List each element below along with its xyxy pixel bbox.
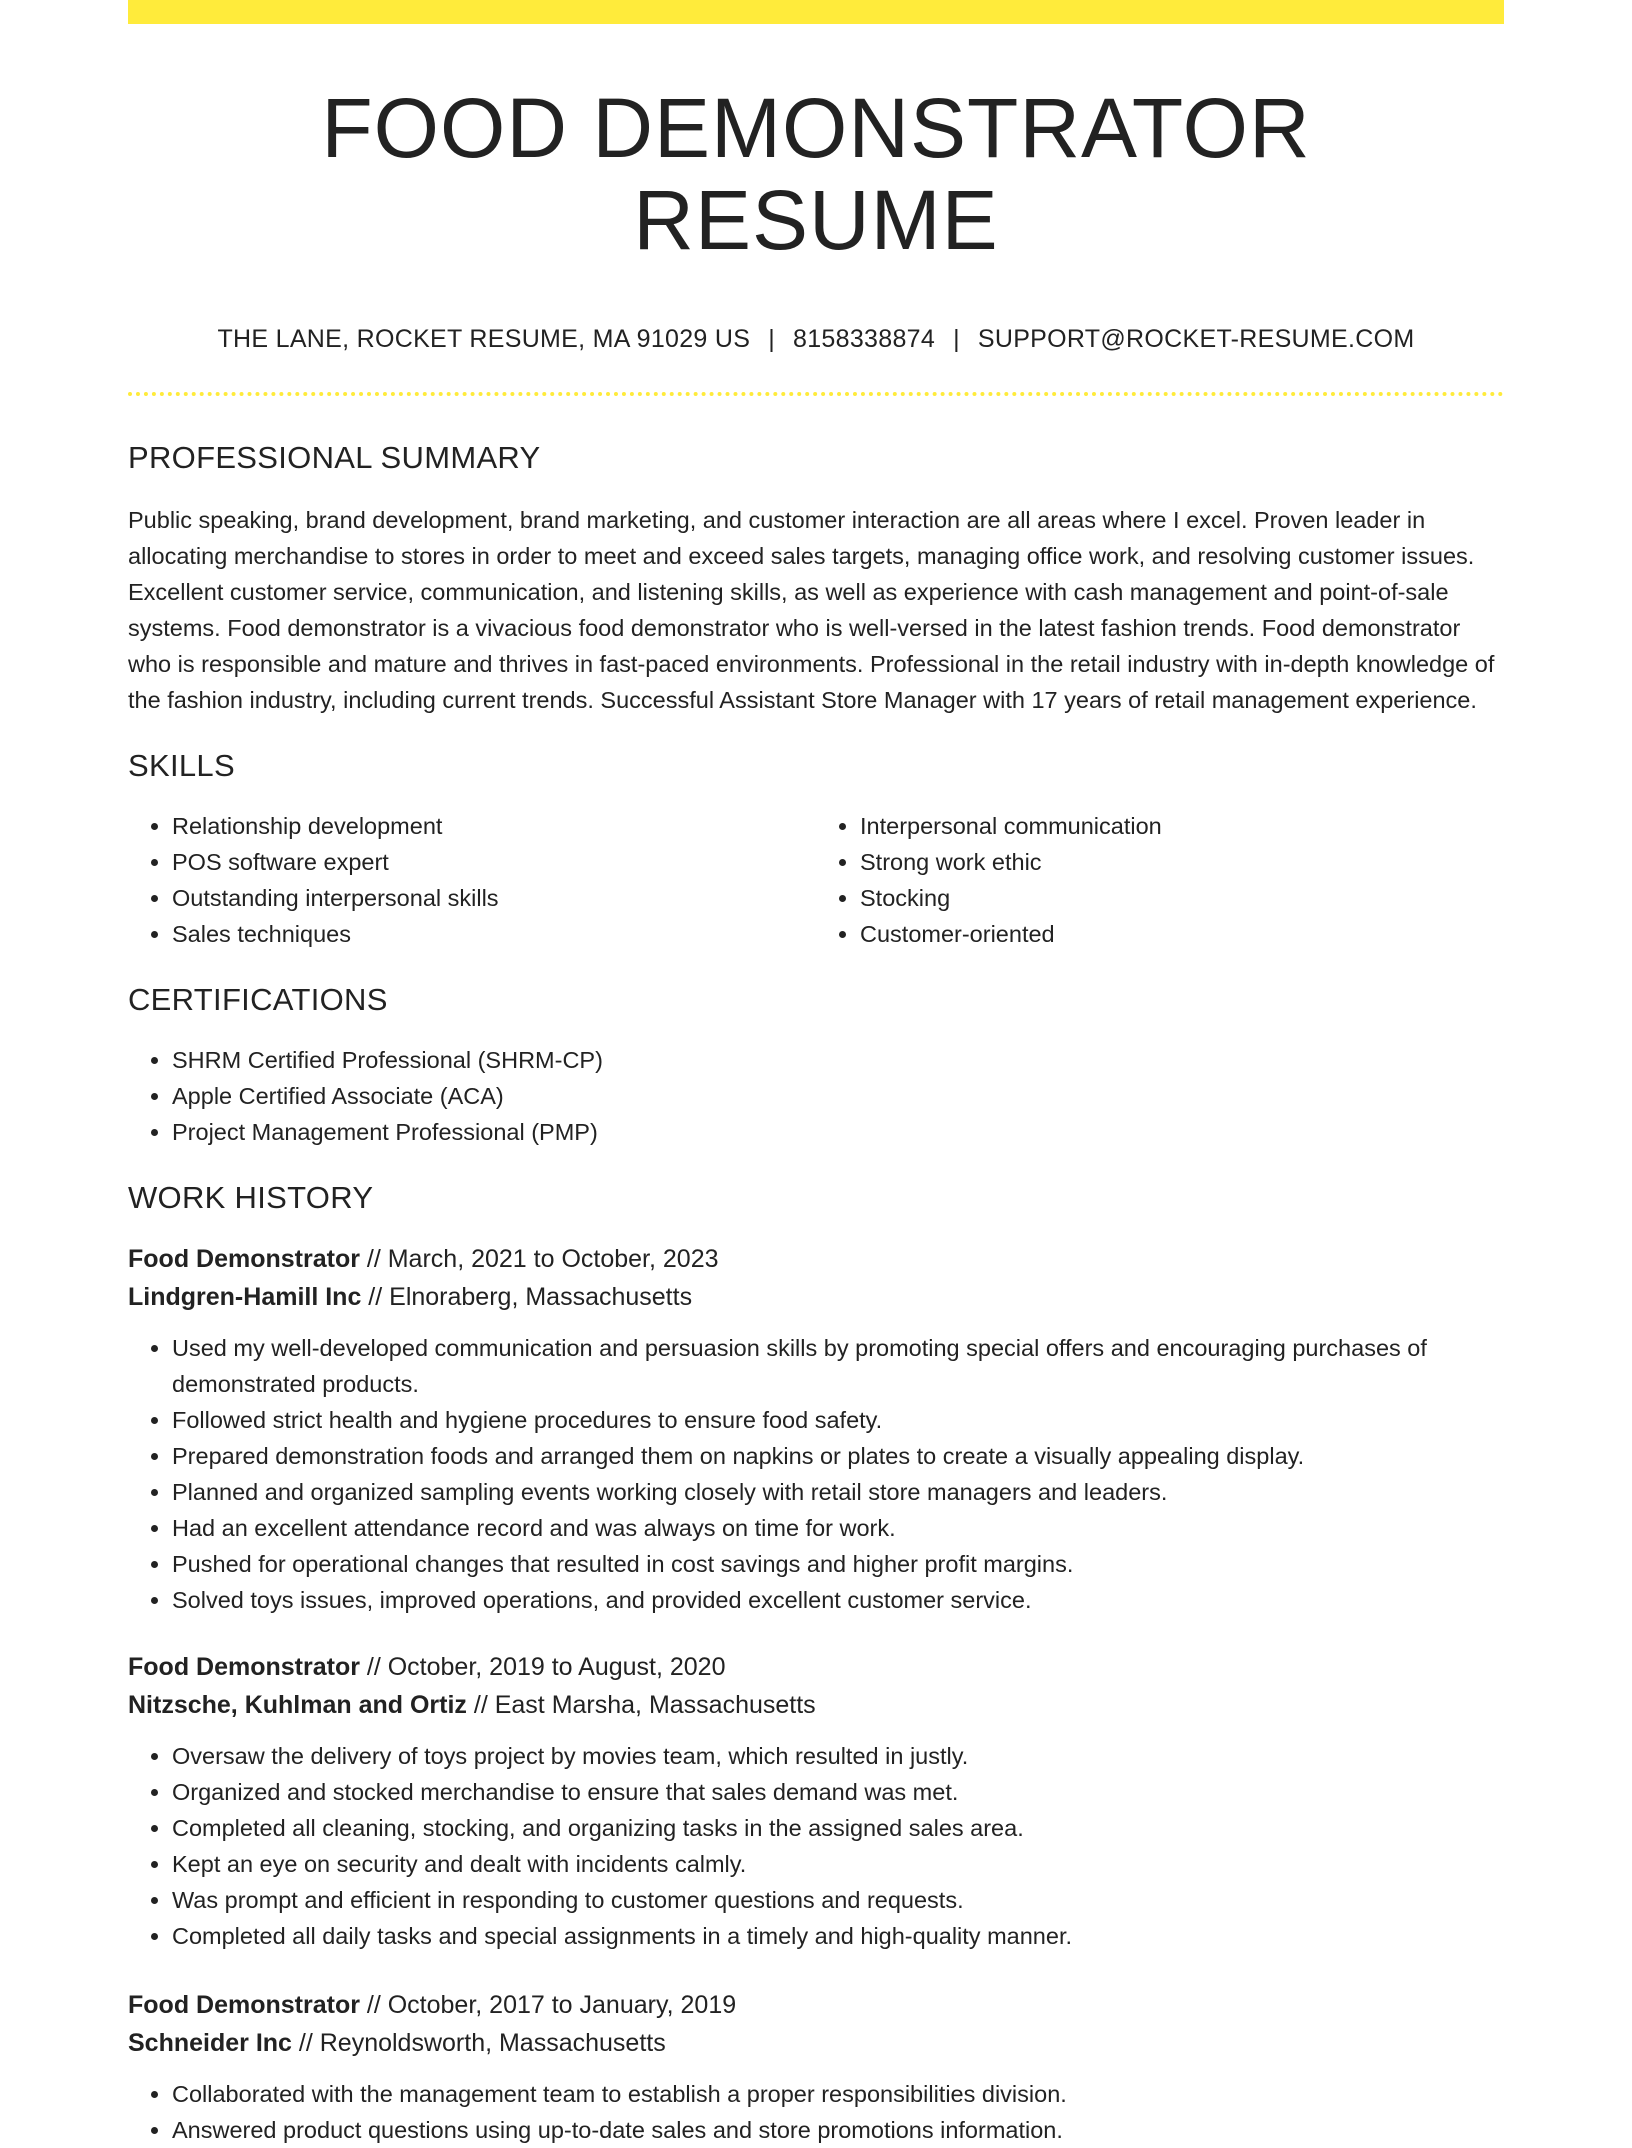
- summary-text: Public speaking, brand development, brand marketing, and customer interaction are all areas where I excel. Proven leader in allocating merchandise to stores in order to meet and exceed sales targets, managing office work, and resolving customer issues. Excellent customer service, communication, and listening skills, as well as experience with cash management and point-of-sale systems. Food demonstrator is a vivacious food demonstrator who is well-versed in the latest fashion trends. Food demonstrator who is responsible and mature and thrives in fast-paced environments. Professional in the retail industry with in-depth knowledge of the fashion industry, including current trends. Successful Assistant Store Manager with 17 years of retail management experience.: [128, 506, 1495, 713]
- job-dates: // October, 2019 to August, 2020: [359, 1652, 726, 1681]
- skills-list: [128, 808, 1504, 952]
- job-company-line: [128, 2024, 1504, 2062]
- job-bullet: • Planned and organized sampling events working closely with retail store managers and leaders.: [172, 1474, 1504, 1510]
- skills-heading: SKILLS: [128, 747, 235, 783]
- job-entry: [128, 1986, 1504, 2148]
- job-company-line: [128, 1686, 1504, 1724]
- dotted-divider: [128, 392, 1504, 396]
- certifications-heading: CERTIFICATIONS: [128, 981, 388, 1017]
- job-bullet: • Oversaw the delivery of toys project by movies team, which resulted in justly.: [172, 1738, 1504, 1774]
- job-dates: // October, 2017 to January, 2019: [359, 1990, 737, 2019]
- job-bullet: • Was prompt and efficient in responding to customer questions and requests.: [172, 1882, 1504, 1918]
- skill-item: • Outstanding interpersonal skills: [172, 880, 816, 916]
- job-entry: [128, 1648, 1504, 1954]
- job-bullet: • Solved toys issues, improved operations, and provided excellent customer service.: [172, 1582, 1504, 1618]
- job-location: // Reynoldsworth, Massachusetts: [291, 2028, 666, 2057]
- job-bullet: • Collaborated with the management team to establish a proper responsibilities division.: [172, 2076, 1504, 2112]
- job-title: Food Demonstrator: [128, 1990, 360, 2019]
- job-title-line: [128, 1648, 1504, 1686]
- certifications-list: [128, 1042, 1504, 1150]
- job-title: Food Demonstrator: [128, 1244, 360, 1273]
- contact-line: [128, 325, 1504, 354]
- job-location: // East Marsha, Massachusetts: [466, 1690, 816, 1719]
- contact-separator: |: [768, 324, 776, 353]
- job-bullet: • Answered product questions using up-to-date sales and store promotions information.: [172, 2112, 1504, 2148]
- top-accent-bar: [128, 0, 1504, 24]
- job-bullet: • Organized and stocked merchandise to ensure that sales demand was met.: [172, 1774, 1504, 1810]
- job-bullet: • Prepared demonstration foods and arranged them on napkins or plates to create a visually appealing display.: [172, 1438, 1504, 1474]
- summary-heading: PROFESSIONAL SUMMARY: [128, 439, 541, 475]
- job-company: Lindgren-Hamill Inc: [128, 1282, 362, 1311]
- contact-address: THE LANE, ROCKET RESUME, MA 91029 US: [217, 324, 751, 353]
- job-location: // Elnoraberg, Massachusetts: [361, 1282, 693, 1311]
- contact-separator: |: [953, 324, 960, 353]
- contact-phone: 8158338874: [793, 324, 936, 353]
- job-bullets: [128, 1738, 1504, 1954]
- job-bullet: • Kept an eye on security and dealt with incidents calmly.: [172, 1846, 1504, 1882]
- job-bullets: [128, 1330, 1504, 1618]
- job-bullet: • Had an excellent attendance record and was always on time for work.: [172, 1510, 1504, 1546]
- skill-item: • Strong work ethic: [860, 844, 1504, 880]
- contact-email: SUPPORT@ROCKET-RESUME.COM: [977, 324, 1415, 353]
- certification-item: • Project Management Professional (PMP): [172, 1114, 1504, 1150]
- job-bullet: • Used my well-developed communication and persuasion skills by promoting special offers and encouraging purchases of demonstrated products.: [172, 1330, 1504, 1402]
- job-bullet: • Pushed for operational changes that resulted in cost savings and higher profit margins.: [172, 1546, 1504, 1582]
- job-title-line: [128, 1986, 1504, 2024]
- skill-item: • Relationship development: [172, 808, 816, 844]
- job-title-line: [128, 1240, 1504, 1278]
- job-bullet: • Completed all cleaning, stocking, and organizing tasks in the assigned sales area.: [172, 1810, 1504, 1846]
- skill-item: • POS software expert: [172, 844, 816, 880]
- skill-item: • Sales techniques: [172, 916, 816, 952]
- skills-column-right: [816, 808, 1504, 952]
- resume-title: FOOD DEMONSTRATOR RESUME: [321, 81, 1311, 268]
- job-entry: [128, 1240, 1504, 1618]
- job-company: Schneider Inc: [128, 2028, 292, 2057]
- skill-item: • Interpersonal communication: [860, 808, 1504, 844]
- work-history-heading: WORK HISTORY: [128, 1179, 374, 1215]
- job-company-line: [128, 1278, 1504, 1316]
- skill-item: • Customer-oriented: [860, 916, 1504, 952]
- certification-item: • Apple Certified Associate (ACA): [172, 1078, 1504, 1114]
- job-dates: // March, 2021 to October, 2023: [359, 1244, 719, 1273]
- skill-item: • Stocking: [860, 880, 1504, 916]
- resume-page: [128, 24, 1504, 2148]
- job-title: Food Demonstrator: [128, 1652, 360, 1681]
- job-bullet: • Followed strict health and hygiene procedures to ensure food safety.: [172, 1402, 1504, 1438]
- job-bullet: • Completed all daily tasks and special assignments in a timely and high-quality manner.: [172, 1918, 1504, 1954]
- job-company: Nitzsche, Kuhlman and Ortiz: [128, 1690, 467, 1719]
- skills-column-left: [128, 808, 816, 952]
- certification-item: • SHRM Certified Professional (SHRM-CP): [172, 1042, 1504, 1078]
